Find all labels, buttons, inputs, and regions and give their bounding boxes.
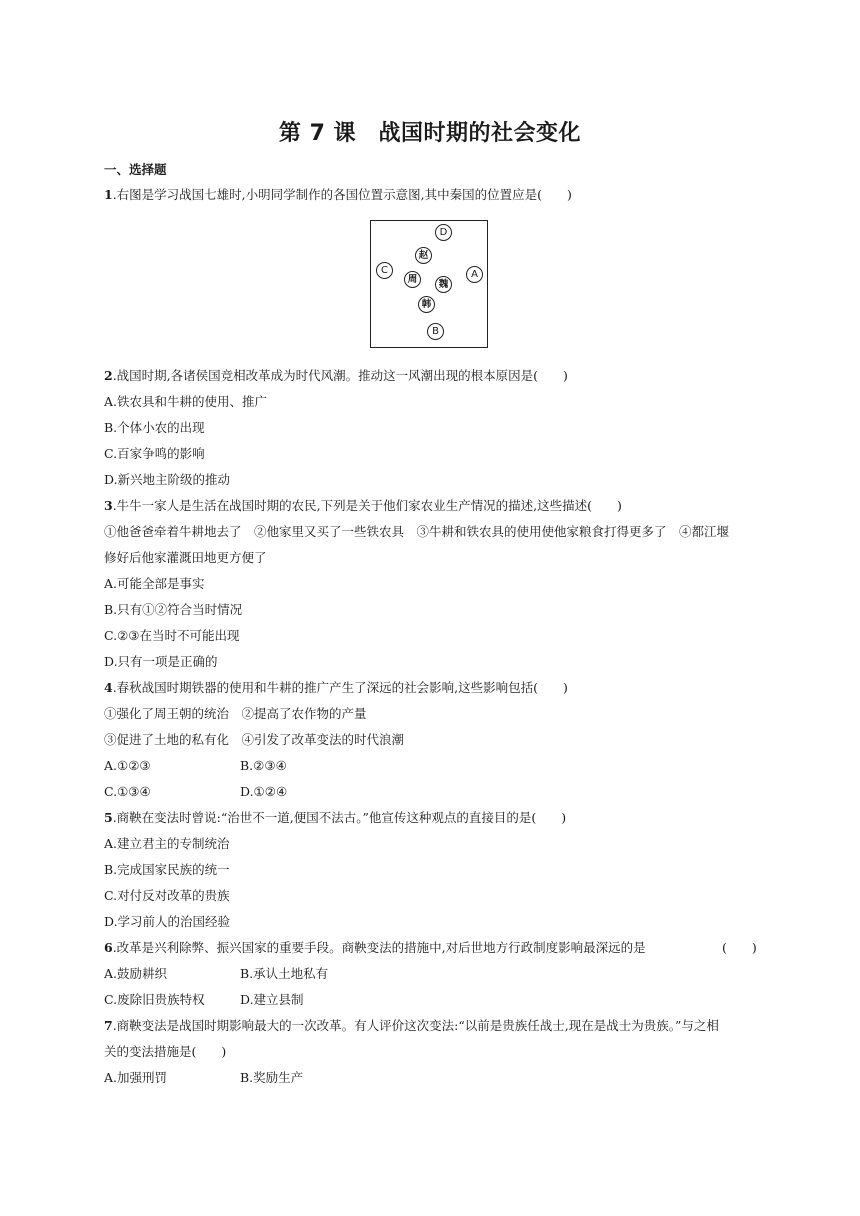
- question-number: 2: [104, 368, 113, 383]
- question-number: 6: [104, 940, 113, 955]
- warring-states-map: [370, 220, 488, 348]
- option-a: A.鼓励耕织: [104, 966, 168, 981]
- question-text: .商鞅在变法时曾说:“治世不一道,便国不法古。”他宣传这种观点的直接目的是( ): [112, 810, 567, 825]
- question-text: .牛牛一家人是生活在战国时期的农民,下列是关于他们家农业生产情况的描述,这些描述( ): [112, 498, 622, 513]
- question-stem-line-1: ①他爸爸牵着牛耕地去了 ②他家里又买了一些铁农具 ③牛耕和铁农具的使用使他家粮食打得更多了 ④都江堰: [104, 524, 730, 539]
- section-heading: 一、选择题: [104, 162, 167, 177]
- question-stem-line-2: ③促进了土地的私有化 ④引发了改革变法的时代浪潮: [104, 732, 405, 747]
- map-label-d: D: [435, 224, 452, 241]
- question-text-line-2: 关的变法措施是( ): [104, 1044, 227, 1059]
- question-2: [104, 367, 568, 385]
- map-label-zhao: 赵: [415, 247, 432, 264]
- option-c: C.百家争鸣的影响: [104, 446, 205, 461]
- question-7: [104, 1017, 719, 1035]
- option-d: D.新兴地主阶级的推动: [104, 472, 231, 487]
- option-c: C.①③④: [104, 784, 151, 799]
- map-label-a: A: [466, 266, 483, 283]
- map-label-han: 韩: [418, 296, 435, 313]
- question-stem-line-1: ①强化了周王朝的统治 ②提高了农作物的产量: [104, 706, 367, 721]
- question-1: [104, 186, 572, 204]
- option-a: A.建立君主的专制统治: [104, 836, 230, 851]
- option-c: C.废除旧贵族特权: [104, 992, 205, 1007]
- option-a: A.①②③: [104, 758, 151, 773]
- question-number: 3: [104, 498, 113, 513]
- question-number: 4: [104, 680, 113, 695]
- option-a: A.铁农具和牛耕的使用、推广: [104, 394, 268, 409]
- map-label-wei: 魏: [435, 276, 452, 293]
- question-text: .右图是学习战国七雄时,小明同学制作的各国位置示意图,其中秦国的位置应是( ): [112, 187, 572, 202]
- question-6: [104, 939, 646, 957]
- option-b: B.承认土地私有: [240, 966, 329, 981]
- question-text: .战国时期,各诸侯国竞相改革成为时代风潮。推动这一风潮出现的根本原因是( ): [112, 368, 568, 383]
- option-b: B.个体小农的出现: [104, 420, 205, 435]
- question-4: [104, 679, 568, 697]
- option-b: B.奖励生产: [240, 1070, 304, 1085]
- option-a: A.加强刑罚: [104, 1070, 168, 1085]
- question-stem-line-2: 修好后他家灌溉田地更方便了: [104, 550, 267, 565]
- question-3: [104, 497, 622, 515]
- option-b: B.完成国家民族的统一: [104, 862, 230, 877]
- question-number: 1: [104, 187, 113, 202]
- map-label-c: C: [376, 262, 393, 279]
- option-b: B.②③④: [240, 758, 287, 773]
- option-c: C.②③在当时不可能出现: [104, 628, 240, 643]
- option-a: A.可能全部是事实: [104, 576, 205, 591]
- option-c: C.对付反对改革的贵族: [104, 888, 230, 903]
- option-d: D.①②④: [240, 784, 288, 799]
- question-text: .商鞅变法是战国时期影响最大的一次改革。有人评价这次变法:“以前是贵族任战士,现在是战士为贵族。”与之相: [112, 1018, 719, 1033]
- option-d: D.只有一项是正确的: [104, 654, 218, 669]
- question-number: 5: [104, 810, 113, 825]
- map-label-b: B: [427, 323, 444, 340]
- question-number: 7: [104, 1018, 113, 1033]
- page-title: 第 7 课 战国时期的社会变化: [278, 121, 582, 146]
- question-5: [104, 809, 566, 827]
- question-text: .春秋战国时期铁器的使用和牛耕的推广产生了深远的社会影响,这些影响包括( ): [112, 680, 568, 695]
- option-d: D.建立县制: [240, 992, 304, 1007]
- option-b: B.只有①②符合当时情况: [104, 602, 243, 617]
- question-text: .改革是兴利除弊、振兴国家的重要手段。商鞅变法的措施中,对后世地方行政制度影响最深远的是: [112, 940, 646, 955]
- map-label-zhou: 周: [404, 271, 421, 288]
- answer-paren: ( ): [722, 940, 757, 955]
- option-d: D.学习前人的治国经验: [104, 914, 231, 929]
